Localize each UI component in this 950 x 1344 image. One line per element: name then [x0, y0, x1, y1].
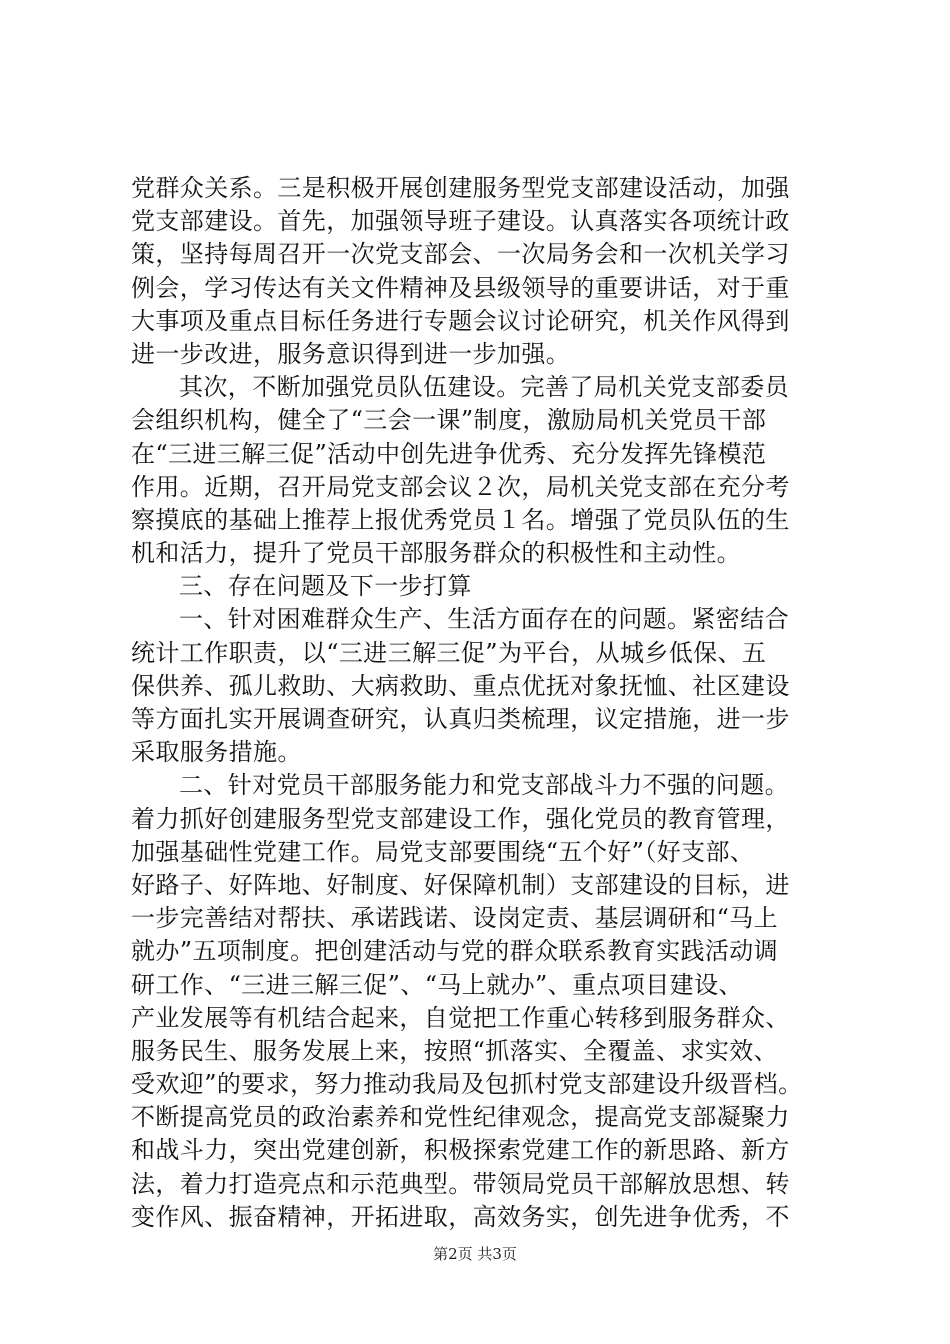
text-line: 受欢迎”的要求，努力推动我局及包抓村党支部建设升级晋档。 — [131, 1070, 803, 1099]
text-line: 机和活力，提升了党员干部服务群众的积极性和主动性。 — [131, 539, 741, 568]
page-footer: 第2页 共3页 — [433, 1245, 517, 1263]
text-line: 着力抓好创建服务型党支部建设工作，强化党员的教育管理， — [131, 804, 790, 833]
text-line: 二、针对党员干部服务能力和党支部战斗力不强的问题。 — [179, 771, 789, 800]
text-line: 党支部建设。首先，加强领导班子建设。认真落实各项统计政 — [131, 207, 790, 236]
text-line: 会组织机构，健全了“三会一课”制度，激励局机关党员干部 — [131, 406, 767, 435]
text-line: 采取服务措施。 — [131, 738, 302, 767]
text-line: 统计工作职责，以“三进三解三促”为平台，从城乡低保、五 — [131, 638, 767, 667]
text-line: 三、存在问题及下一步打算 — [179, 572, 472, 601]
text-line: 一步完善结对帮扶、承诺践诺、设岗定责、基层调研和“马上 — [131, 904, 779, 933]
text-line: 法，着力打造亮点和示范典型。带领局党员干部解放思想、转 — [131, 1169, 790, 1198]
text-line: 例会，学习传达有关文件精神及县级领导的重要讲话，对于重 — [131, 273, 790, 302]
text-line: 就办”五项制度。把创建活动与党的群众联系教育实践活动调 — [131, 937, 779, 966]
text-line: 作用。近期，召开局党支部会议２次，局机关党支部在充分考 — [131, 472, 790, 501]
text-line: 变作风、振奋精神，开拓进取，高效务实，创先进争优秀，不 — [131, 1202, 790, 1231]
text-line: 不断提高党员的政治素养和党性纪律观念，提高党支部凝聚力 — [131, 1103, 790, 1132]
text-line: 察摸底的基础上推荐上报优秀党员１名。增强了党员队伍的生 — [131, 505, 790, 534]
text-line: 策，坚持每周召开一次党支部会、一次局务会和一次机关学习 — [131, 240, 790, 269]
text-line: 一、针对困难群众生产、生活方面存在的问题。紧密结合 — [179, 605, 789, 634]
text-line: 好路子、好阵地、好制度、好保障机制）支部建设的目标，进 — [131, 870, 790, 899]
text-line: 进一步改进，服务意识得到进一步加强。 — [131, 339, 571, 368]
document-body — [131, 172, 831, 1234]
text-line: 党群众关系。三是积极开展创建服务型党支部建设活动，加强 — [131, 174, 790, 202]
text-line: 保供养、孤儿救助、大病救助、重点优抚对象抚恤、社区建设 — [131, 671, 790, 700]
text-line: 等方面扎实开展调查研究，认真归类梳理，议定措施，进一步 — [131, 705, 790, 733]
text-line: 其次，不断加强党员队伍建设。完善了局机关党支部委员 — [179, 373, 789, 402]
text-line: 产业发展等有机结合起来，自觉把工作重心转移到服务群众、 — [131, 1003, 790, 1032]
text-line: 服务民生、服务发展上来，按照“抓落实、全覆盖、求实效、 — [131, 1036, 779, 1065]
text-line: 研工作、“三进三解三促”、“马上就办”、重点项目建设、 — [131, 970, 743, 999]
text-line: 和战斗力，突出党建创新，积极探索党建工作的新思路、新方 — [131, 1136, 790, 1165]
text-line: 在“三进三解三促”活动中创先进争优秀、充分发挥先锋模范 — [131, 439, 767, 468]
text-line: 加强基础性党建工作。局党支部要围绕“五个好”（好支部、 — [131, 837, 755, 866]
text-line: 大事项及重点目标任务进行专题会议讨论研究，机关作风得到 — [131, 306, 790, 335]
